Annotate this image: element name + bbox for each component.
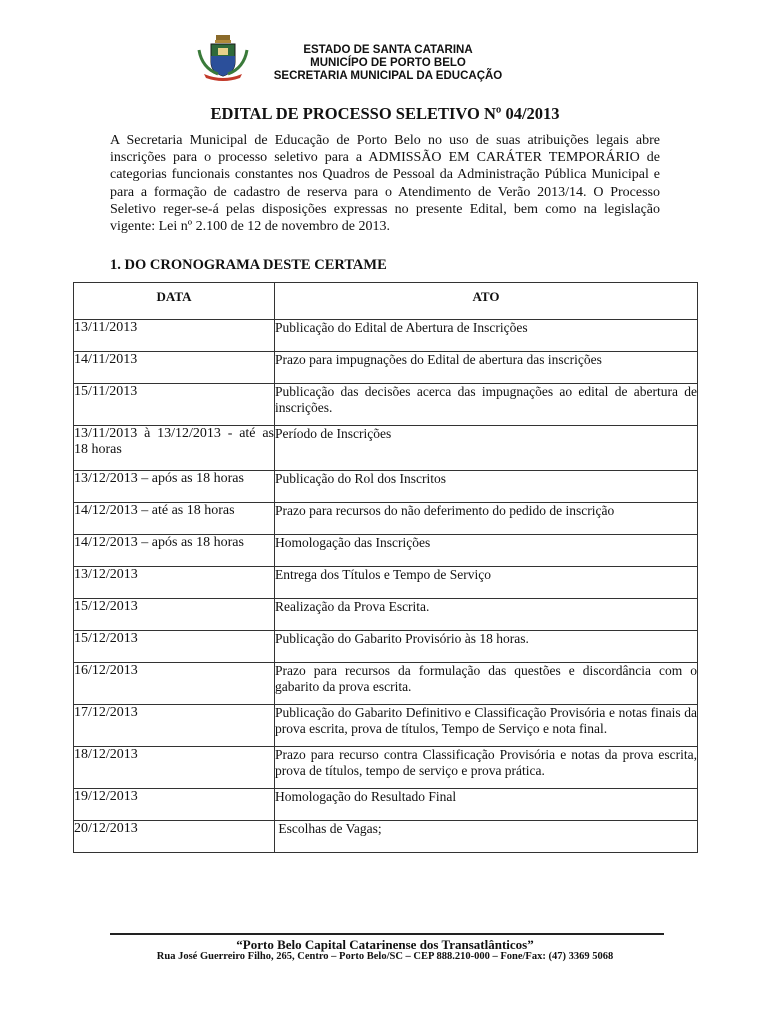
row-date: 13/11/2013 à 13/12/2013 - até as 18 horas xyxy=(74,426,275,471)
row-act: Publicação das decisões acerca das impugnações ao edital de abertura de inscrições. xyxy=(275,384,698,426)
row-date: 19/12/2013 xyxy=(74,789,275,821)
row-date: 14/11/2013 xyxy=(74,352,275,384)
row-act: Publicação do Gabarito Definitivo e Classificação Provisória e notas finais da prova escrita, prova de títulos, Tempo de Serviço e nota final. xyxy=(275,705,698,747)
row-date: 15/12/2013 xyxy=(74,631,275,663)
header-secretariat: SECRETARIA MUNICIPAL DA EDUCAÇÃO xyxy=(273,70,503,82)
row-act: Prazo para impugnações do Edital de abertura das inscrições xyxy=(275,352,698,384)
footer-slogan: “Porto Belo Capital Catarinense dos Transatlânticos” xyxy=(236,937,534,952)
section-title: 1. DO CRONOGRAMA DESTE CERTAME xyxy=(110,257,387,273)
row-date: 14/12/2013 – após as 18 horas xyxy=(74,535,275,567)
intro-paragraph: A Secretaria Municipal de Educação de Porto Belo no uso de suas atribuições legais abre inscrições para o processo seletivo para a ADMISSÃO EM CARÁTER TEMPORÁRIO de categorias funcionais constantes nos Quadros de Pessoal da Administração Pública Municipal e para a formação de cadastro de reserva para o Atendimento de Verão 2013/14. O Processo Seletivo reger-se-á pelas disposições expressas no presente Edital, bem como na legislação vigente: Lei nº 2.100 de 12 de novembro de 2013. xyxy=(110,133,660,235)
header-state: ESTADO DE SANTA CATARINA xyxy=(303,44,473,56)
row-act: Escolhas de Vagas; xyxy=(275,821,698,853)
row-date: 15/11/2013 xyxy=(74,384,275,426)
row-act: Publicação do Gabarito Provisório às 18 horas. xyxy=(275,631,698,663)
document-header xyxy=(248,44,528,83)
table-row xyxy=(74,352,698,384)
table-row xyxy=(74,535,698,567)
row-date: 20/12/2013 xyxy=(74,821,275,853)
row-act: Prazo para recurso contra Classificação Provisória e notas da prova escrita, prova de títulos, tempo de serviço e prova prática. xyxy=(275,747,698,789)
row-date: 14/12/2013 – até as 18 horas xyxy=(74,503,275,535)
row-act: Entrega dos Títulos e Tempo de Serviço xyxy=(275,567,698,599)
row-act: Homologação do Resultado Final xyxy=(275,789,698,821)
table-row xyxy=(74,631,698,663)
row-act: Período de Inscrições xyxy=(275,426,698,471)
table-row xyxy=(74,747,698,789)
footer-divider xyxy=(110,933,664,935)
municipal-coat-of-arms-icon xyxy=(196,34,250,82)
header-ato: ATO xyxy=(275,283,698,320)
table-row xyxy=(74,320,698,352)
row-act: Prazo para recursos do não deferimento do pedido de inscrição xyxy=(275,503,698,535)
row-date: 15/12/2013 xyxy=(74,599,275,631)
row-act: Realização da Prova Escrita. xyxy=(275,599,698,631)
header-data: DATA xyxy=(74,283,275,320)
table-row xyxy=(74,503,698,535)
table-header-row xyxy=(74,283,698,320)
table-row xyxy=(74,705,698,747)
table-row xyxy=(74,426,698,471)
row-act: Publicação do Edital de Abertura de Inscrições xyxy=(275,320,698,352)
row-date: 17/12/2013 xyxy=(74,705,275,747)
row-date: 18/12/2013 xyxy=(74,747,275,789)
row-act: Homologação das Inscrições xyxy=(275,535,698,567)
row-date: 16/12/2013 xyxy=(74,663,275,705)
table-row xyxy=(74,567,698,599)
row-act: Prazo para recursos da formulação das questões e discordância com o gabarito da prova escrita. xyxy=(275,663,698,705)
table-row xyxy=(74,471,698,503)
table-row xyxy=(74,599,698,631)
header-municipality: MUNICÍPO DE PORTO BELO xyxy=(310,57,466,69)
row-date: 13/11/2013 xyxy=(74,320,275,352)
table-row xyxy=(74,663,698,705)
table-row xyxy=(74,384,698,426)
row-date: 13/12/2013 – após as 18 horas xyxy=(74,471,275,503)
page-title: EDITAL DE PROCESSO SELETIVO Nº 04/2013 xyxy=(210,104,560,123)
table-row xyxy=(74,789,698,821)
table-row xyxy=(74,821,698,853)
row-act: Publicação do Rol dos Inscritos xyxy=(275,471,698,503)
schedule-table xyxy=(73,282,698,853)
footer-address: Rua José Guerreiro Filho, 265, Centro – Porto Belo/SC – CEP 888.210-000 – Fone/Fax: (47) 3369 5068 xyxy=(156,951,614,962)
row-date: 13/12/2013 xyxy=(74,567,275,599)
